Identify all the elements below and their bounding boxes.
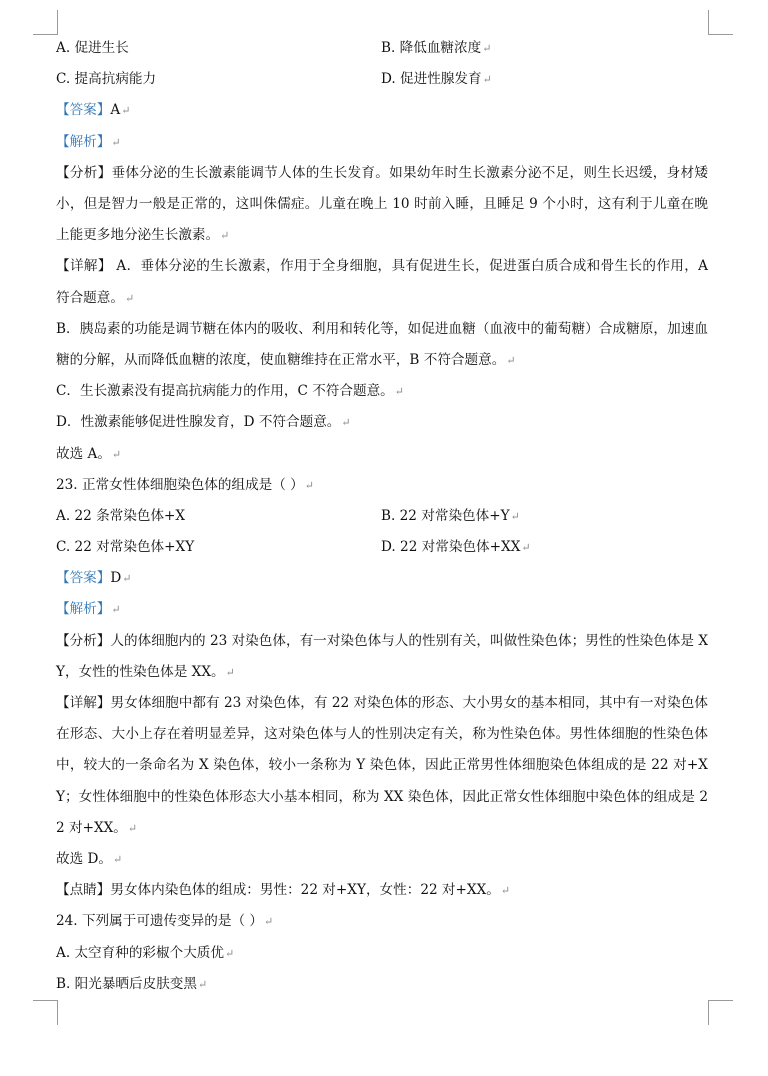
q22-conclusion	[56, 439, 708, 470]
fenxi-label: 【分析】	[56, 632, 111, 649]
question-stem: 24. 下列属于可遗传变异的是（ ）	[56, 913, 263, 930]
paragraph-mark-icon: ↵	[111, 135, 121, 149]
paragraph-mark-icon: ↵	[122, 572, 132, 586]
q22-detail-a-paragraph	[56, 251, 708, 313]
paragraph-mark-icon: ↵	[225, 946, 235, 960]
detail-c-text: C．生长激素没有提高抗病能力的作用，C 不符合题意。	[56, 383, 394, 400]
analysis-label: 【解析】	[56, 601, 111, 618]
paragraph-mark-icon: ↵	[506, 353, 516, 367]
paragraph-mark-icon: ↵	[111, 603, 121, 617]
paragraph-mark-icon: ↵	[113, 853, 123, 867]
page-corner-mark-bottom-left	[33, 1000, 58, 1025]
q22-detail-d-line	[56, 407, 708, 438]
paragraph-mark-icon: ↵	[263, 915, 274, 929]
q24-option-a[interactable]: A. 太空育种的彩椒个大质优↵	[56, 944, 235, 961]
q22-options-row-2	[56, 64, 708, 95]
document-body	[56, 33, 708, 1000]
detail-b-text: B．胰岛素的功能是调节糖在体内的吸收、利用和转化等，如促进血糖（血液中的葡萄糖）合成糖原，加速血糖的分解，从而降低血糖的浓度，使血糖维持在正常水平，B 不符合题意。	[56, 320, 708, 368]
conclusion-text: 故选 A。	[56, 445, 111, 462]
answer-label: 【答案】	[56, 570, 111, 587]
q23-option-a[interactable]: A. 22 条常染色体+X	[56, 507, 186, 524]
q24-stem	[56, 906, 708, 937]
q22-option-d[interactable]: D. 促进性腺发育↵	[381, 71, 492, 88]
q23-options-row-2	[56, 532, 708, 563]
q23-stem	[56, 470, 708, 501]
q23-conclusion	[56, 844, 708, 875]
q23-option-c[interactable]: C. 22 对常染色体+XY	[56, 539, 195, 556]
answer-value: D	[110, 570, 122, 587]
paragraph-mark-icon: ↵	[510, 509, 520, 523]
detail-label: 【详解】	[56, 258, 112, 275]
answer-label: 【答案】	[56, 102, 111, 119]
paragraph-mark-icon: ↵	[482, 42, 492, 55]
detail-a-text: A．垂体分泌的生长激素，作用于全身细胞，具有促进生长，促进蛋白质合成和骨生长的作用，A 符合题意。	[56, 258, 708, 306]
fenxi-label: 【分析】	[56, 164, 112, 181]
fenxi-text: 人的体细胞内的 23 对染色体，有一对染色体与人的性别有关，叫做性染色体；男性的性染色体是 XY，女性的性染色体是 XX。	[56, 632, 709, 680]
q23-option-d[interactable]: D. 22 对常染色体+XX↵	[381, 539, 531, 556]
paragraph-mark-icon: ↵	[124, 291, 135, 305]
paragraph-mark-icon: ↵	[220, 229, 230, 243]
q23-option-b[interactable]: B. 22 对常染色体+Y↵	[381, 507, 520, 524]
q22-options-row-1	[56, 33, 708, 64]
detail-text: 男女体细胞中都有 23 对染色体，有 22 对染色体的形态、大小男女的基本相同，其中有一对染色体在形态、大小上存在着明显差异，这对染色体与人的性别决定有关，称为性染色体。男性体细胞的性染色体中，较大的一条命名为 X 染色体，较小一条称为 Y 染色体，因此正常男性体细胞染色体组成的是 22 对+XY；女性体细胞中的性染色体形态大小基本相同，称为 XX 染色体，因此正常女性体细胞中染色体的组成是 22 对+XX。	[56, 695, 708, 836]
q23-detail-paragraph	[56, 688, 708, 844]
dianjing-label: 【点睛】	[56, 882, 111, 899]
dianjing-text: 男女体内染色体的组成：男性：22 对+XY，女性：22 对+XX。	[110, 882, 500, 899]
q24-option-b[interactable]: B. 阳光暴晒后皮肤变黑↵	[56, 975, 208, 992]
paragraph-mark-icon: ↵	[111, 447, 122, 461]
paragraph-mark-icon: ↵	[197, 977, 208, 991]
q22-option-c[interactable]: C. 提高抗病能力	[56, 71, 157, 88]
paragraph-mark-icon: ↵	[121, 104, 131, 118]
paragraph-mark-icon: ↵	[225, 665, 235, 679]
q22-option-b[interactable]: B. 降低血糖浓度↵	[381, 40, 492, 56]
q23-fenxi-paragraph	[56, 626, 708, 688]
q22-answer	[56, 95, 708, 126]
q23-dianjing	[56, 875, 708, 906]
q23-options-row-1	[56, 501, 708, 532]
question-stem: 23. 正常女性体细胞染色体的组成是（ ）	[56, 476, 304, 493]
q23-answer	[56, 563, 708, 594]
paragraph-mark-icon: ↵	[341, 416, 351, 430]
fenxi-text: 垂体分泌的生长激素能调节人体的生长发育。如果幼年时生长激素分泌不足，则生长迟缓，身材矮小，但是智力一般是正常的，这叫侏儒症。儿童在晚上 10 时前入睡，且睡足 9 个小时，这有利于儿童在晚上能更多地分泌生长激素。	[56, 164, 708, 244]
page-corner-mark-top-right	[708, 10, 733, 35]
answer-value: A	[110, 102, 121, 119]
conclusion-text: 故选 D。	[56, 851, 113, 868]
q22-analysis-heading	[56, 127, 708, 158]
paragraph-mark-icon: ↵	[304, 478, 314, 492]
q22-fenxi-paragraph	[56, 158, 708, 252]
page-corner-mark-bottom-right	[708, 1000, 733, 1025]
paragraph-mark-icon: ↵	[521, 541, 531, 555]
paragraph-mark-icon: ↵	[394, 385, 404, 399]
q23-analysis-heading	[56, 594, 708, 625]
paragraph-mark-icon: ↵	[127, 821, 138, 835]
q22-detail-c-line	[56, 376, 708, 407]
detail-label: 【详解】	[56, 695, 111, 712]
q22-option-a[interactable]: A. 促进生长	[56, 40, 129, 56]
analysis-label: 【解析】	[56, 133, 111, 150]
q22-detail-b-paragraph	[56, 314, 708, 376]
paragraph-mark-icon: ↵	[482, 73, 492, 87]
page-corner-mark-top-left	[33, 10, 58, 35]
detail-d-text: D．性激素能够促进性腺发育，D 不符合题意。	[56, 414, 341, 431]
paragraph-mark-icon: ↵	[500, 884, 511, 898]
